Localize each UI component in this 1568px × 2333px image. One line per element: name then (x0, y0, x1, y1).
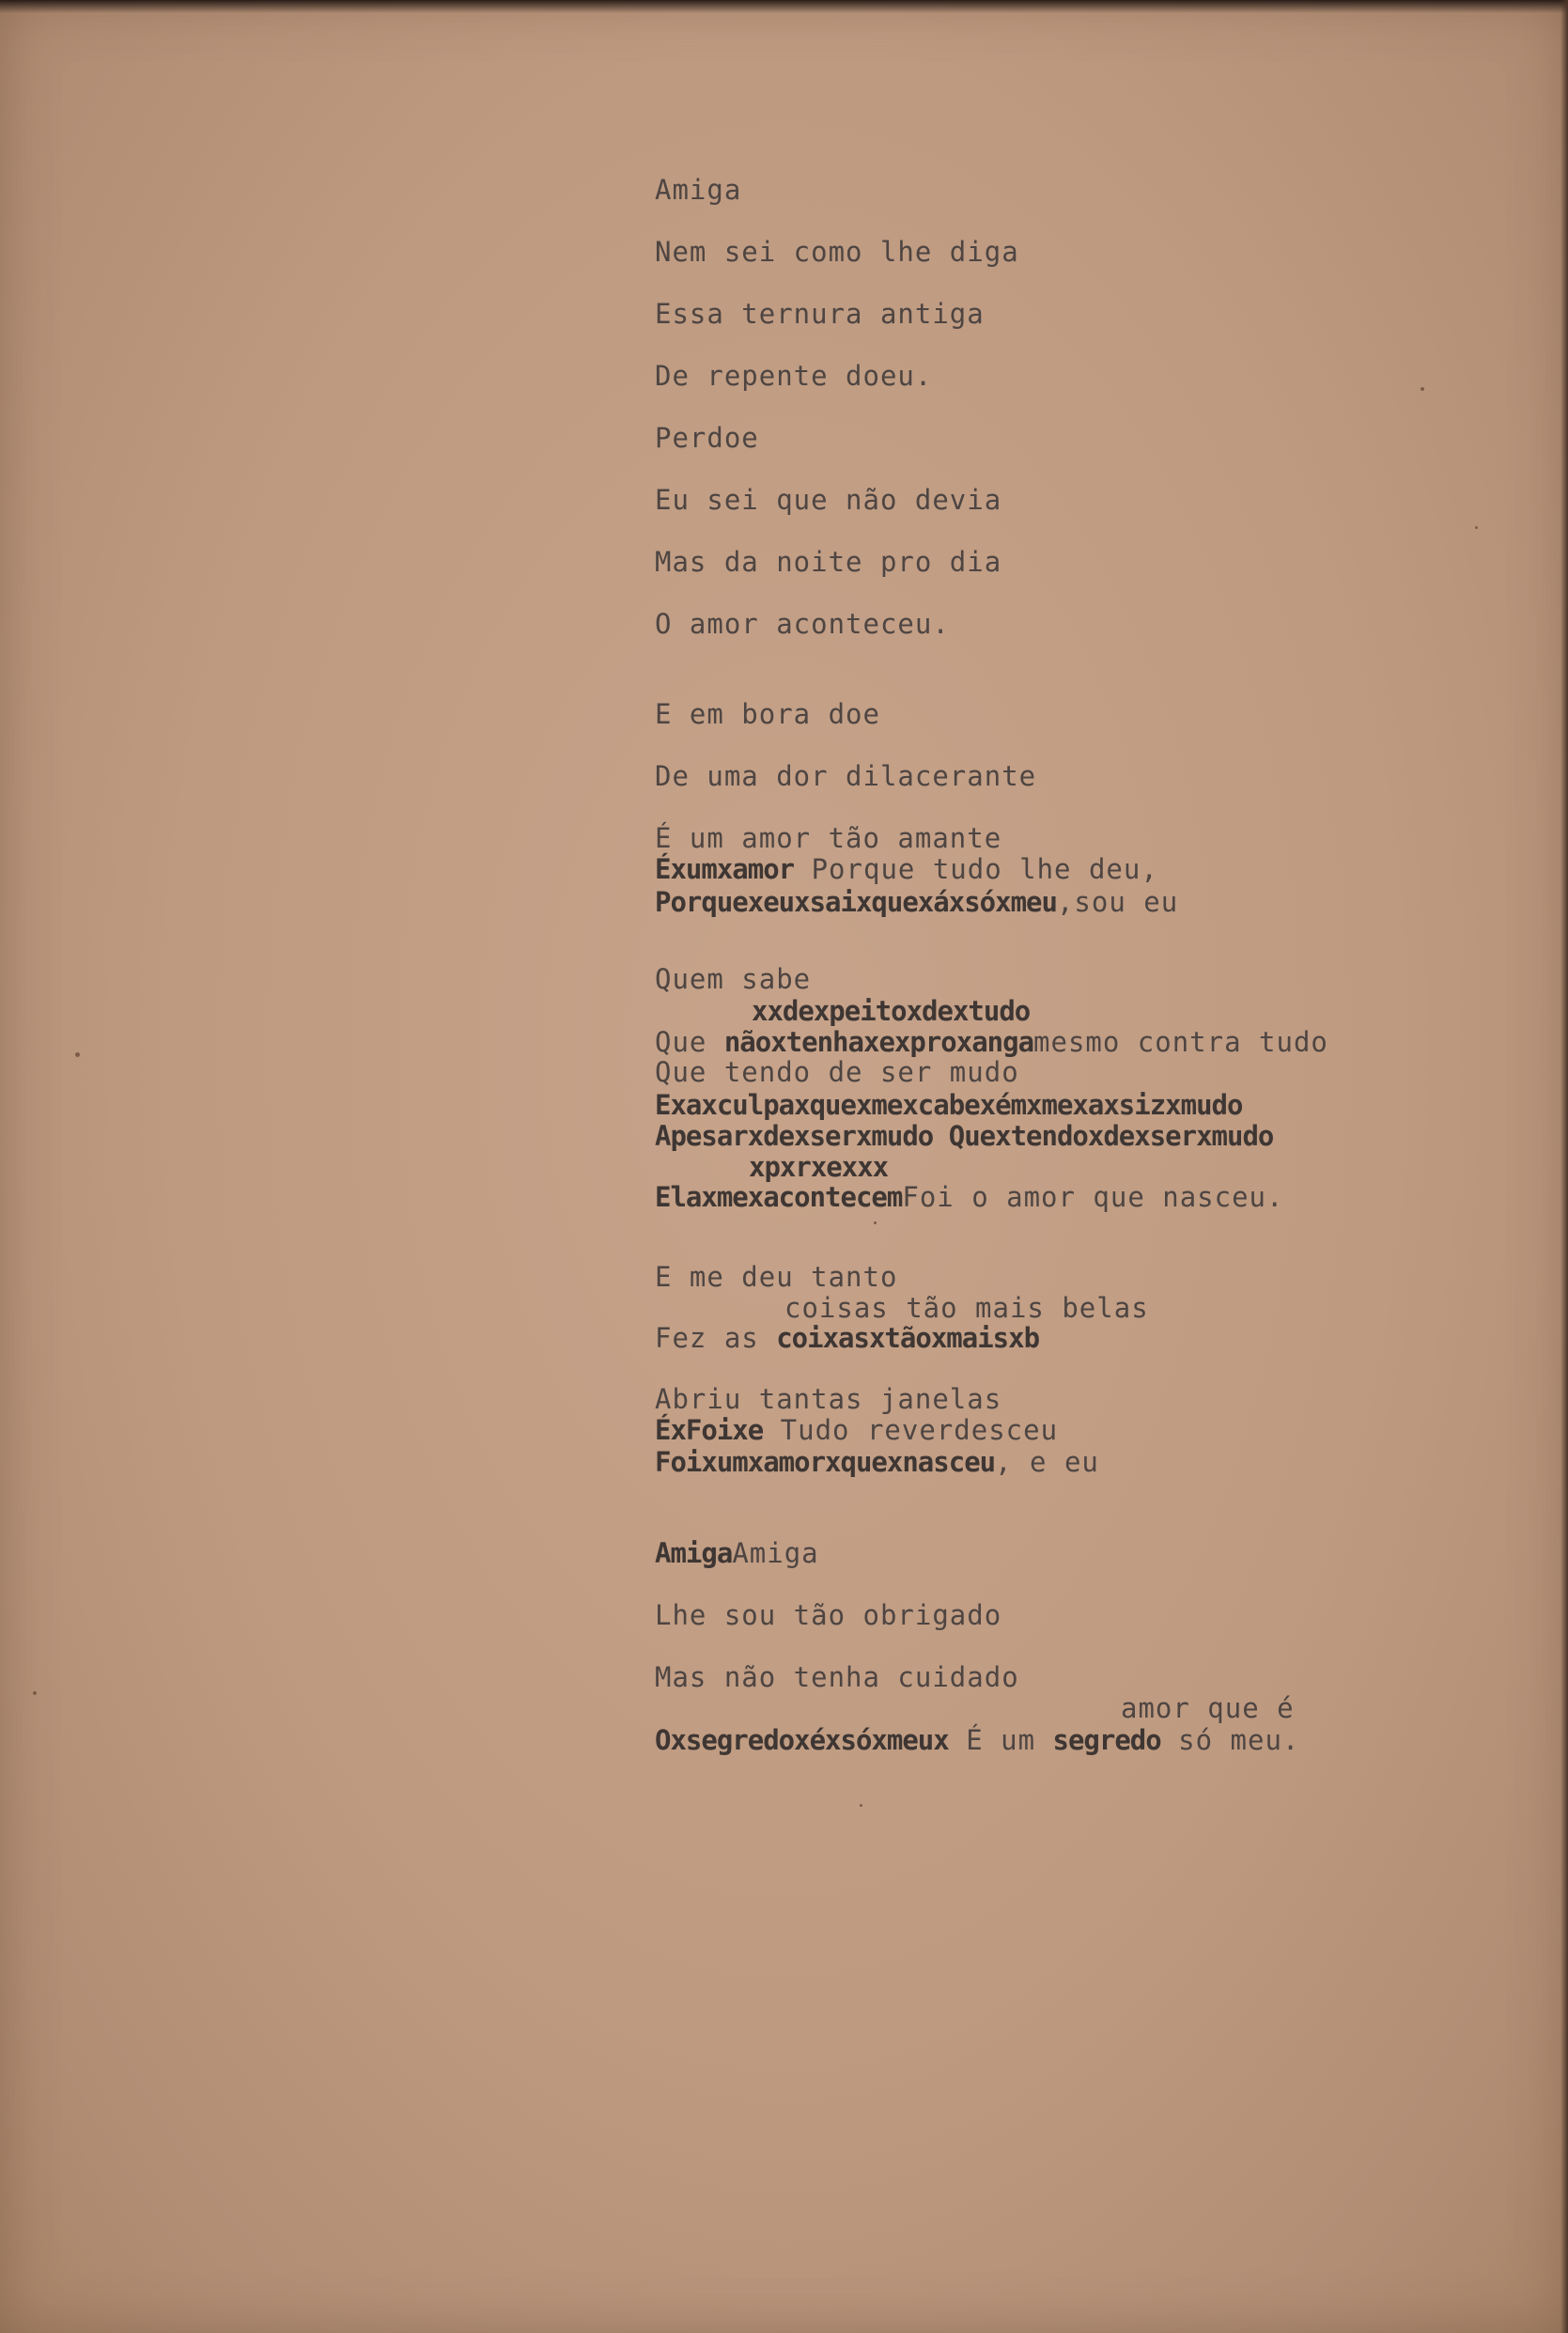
poem-line (655, 886, 1179, 918)
struck-text: Apesarxdexserxmudo Quextendoxdexserxmudo (655, 1120, 1274, 1152)
struck-text: Elaxmexacontecem (655, 1181, 903, 1213)
poem-line: Abriu tantas janelas (655, 1383, 1002, 1415)
poem-line: De repente doeu. (655, 360, 933, 392)
poem-line: amor que é (1121, 1692, 1295, 1724)
poem-text: mesmo contra tudo (1033, 1026, 1328, 1058)
poem-line: É um amor tão amante (655, 822, 1002, 854)
paper-speck (1421, 387, 1424, 391)
torn-right-edge (1560, 0, 1568, 2333)
poem-line: Mas da noite pro dia (655, 546, 1002, 578)
poem-line: O amor aconteceu. (655, 608, 950, 640)
struck-text: nãoxtenhaxexproxanga (723, 1026, 1034, 1058)
poem-line: Nem sei como lhe diga (655, 236, 1019, 268)
poem-line (655, 1089, 1243, 1121)
poem-line (749, 1151, 889, 1183)
paper-speck (860, 1804, 862, 1807)
poem-line (655, 1322, 1040, 1354)
struck-text: Porquexeuxsaixquexáxsóxmeu (655, 886, 1057, 918)
struck-text: ÉxFoixe (655, 1414, 764, 1446)
poem-line (655, 1120, 1274, 1152)
struck-text: Oxsegredoxéxsóxmeux (655, 1724, 949, 1756)
poem-text: Amiga (732, 1537, 819, 1569)
struck-text: Amiga (655, 1537, 733, 1569)
torn-top-edge (0, 0, 1568, 13)
poem-line (655, 1446, 1099, 1478)
poem-text: Tudo reverdesceu (763, 1414, 1059, 1446)
poem-line (655, 1026, 1328, 1058)
poem-line: Quem sabe (655, 963, 812, 995)
poem-text: É um (948, 1724, 1053, 1756)
struck-text: segredo (1052, 1724, 1161, 1756)
poem-line (655, 1724, 1300, 1756)
poem-line (655, 1537, 819, 1569)
poem-line: coisas tão mais belas (784, 1292, 1149, 1324)
paper-speck (874, 1221, 877, 1224)
poem-text: só meu. (1160, 1724, 1300, 1756)
paper-speck (1475, 526, 1478, 529)
poem-line: E em bora doe (655, 698, 880, 730)
poem-text: Foi o amor que nasceu. (902, 1181, 1284, 1213)
struck-text: Exaxculpaxquexmexcabexémxmexaxsizxmudo (655, 1089, 1243, 1121)
struck-text: Éxumxamor (655, 853, 795, 885)
paper-speck (75, 1052, 80, 1057)
poem-line: Eu sei que não devia (655, 484, 1002, 516)
poem-line: Lhe sou tão obrigado (655, 1599, 1002, 1631)
poem-line: E me deu tanto (655, 1261, 898, 1293)
poem-text: Que (655, 1026, 724, 1058)
poem-line: Que tendo de ser mudo (655, 1056, 1019, 1088)
poem-text: ,sou eu (1056, 886, 1179, 918)
struck-text: Foixumxamorxquexnasceu (655, 1446, 996, 1478)
poem-line: Perdoe (655, 422, 759, 454)
struck-text: coixasxtãoxmaisxb (776, 1322, 1040, 1354)
poem-line (752, 995, 1031, 1027)
poem-line: Essa ternura antiga (655, 298, 985, 330)
poem-line (655, 1181, 1284, 1213)
poem-line (655, 1414, 1059, 1446)
poem-line: Mas não tenha cuidado (655, 1661, 1019, 1693)
poem-line: Amiga (655, 174, 742, 206)
poem-text: Porque tudo lhe deu, (794, 853, 1158, 885)
poem-line (655, 853, 1158, 885)
poem-line: De uma dor dilacerante (655, 760, 1037, 792)
poem-text: Fez as (655, 1322, 777, 1354)
struck-text: xpxrxexxx (749, 1151, 889, 1183)
struck-text: xxdexpeitoxdextudo (752, 995, 1031, 1027)
poem-text: , e eu (995, 1446, 1099, 1478)
paper-speck (33, 1691, 37, 1695)
